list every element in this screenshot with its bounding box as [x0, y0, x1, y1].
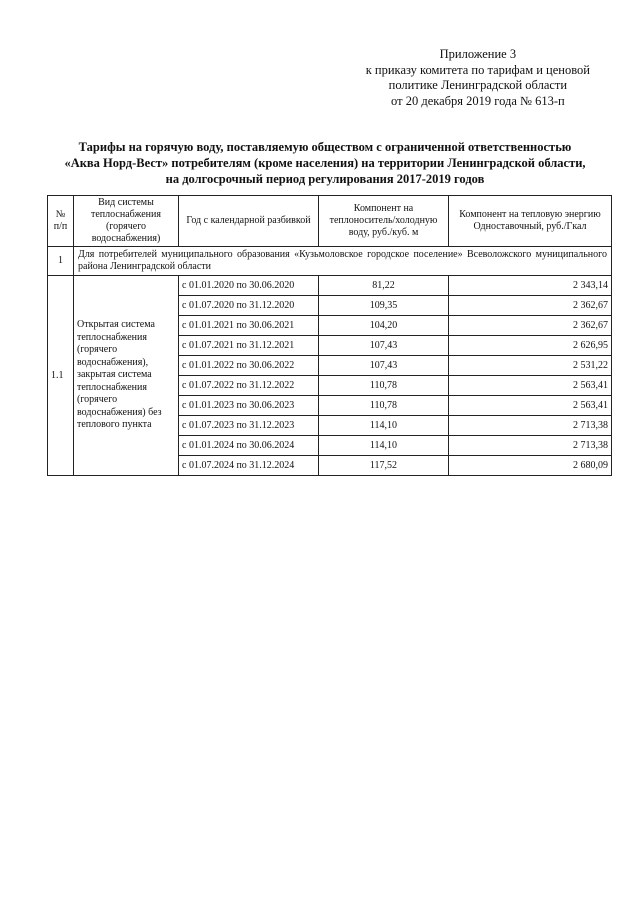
water-component-cell: 110,78: [319, 396, 449, 416]
title-line: на долгосрочный период регулирования 2017-2019 годов: [165, 172, 485, 186]
header-system: Вид системы теплоснабжения (горячего водоснабжения): [74, 196, 179, 247]
water-component-cell: 104,20: [319, 316, 449, 336]
energy-component-cell: 2 713,38: [449, 436, 612, 456]
water-component-cell: 107,43: [319, 356, 449, 376]
period-cell: с 01.01.2023 по 30.06.2023: [179, 396, 319, 416]
water-component-cell: 110,78: [319, 376, 449, 396]
water-component-cell: 109,35: [319, 296, 449, 316]
group-row: [48, 247, 612, 276]
header-energy: Компонент на тепловую энергию Одноставочный, руб./Гкал: [449, 196, 612, 247]
energy-component-cell: 2 563,41: [449, 396, 612, 416]
tariffs-table: [47, 195, 612, 476]
annex-line: к приказу комитета по тарифам и ценовой: [365, 62, 590, 77]
water-component-cell: 81,22: [319, 276, 449, 296]
period-cell: с 01.07.2023 по 31.12.2023: [179, 416, 319, 436]
table-header-row: [48, 196, 612, 247]
water-component-cell: 114,10: [319, 436, 449, 456]
annex-header: [366, 47, 590, 109]
header-num: № п/п: [48, 196, 74, 247]
water-component-cell: 114,10: [319, 416, 449, 436]
energy-component-cell: 2 680,09: [449, 456, 612, 476]
section-num: 1.1: [48, 276, 74, 476]
group-description: Для потребителей муниципального образования «Кузьмоловское городское поселение» Всеволожского муниципального района Ленинградской области: [74, 247, 612, 276]
period-cell: с 01.01.2020 по 30.06.2020: [179, 276, 319, 296]
period-cell: с 01.01.2022 по 30.06.2022: [179, 356, 319, 376]
water-component-cell: 107,43: [319, 336, 449, 356]
period-cell: с 01.07.2022 по 31.12.2022: [179, 376, 319, 396]
energy-component-cell: 2 343,14: [449, 276, 612, 296]
table-row: [48, 276, 612, 296]
document-title: [45, 139, 605, 187]
energy-component-cell: 2 531,22: [449, 356, 612, 376]
group-num: 1: [48, 247, 74, 276]
energy-component-cell: 2 713,38: [449, 416, 612, 436]
header-water: Компонент на теплоноситель/холодную воду, руб./куб. м: [319, 196, 449, 247]
annex-line: политике Ленинградской области: [388, 78, 568, 92]
title-line: «Аква Норд-Вест» потребителям (кроме населения) на территории Ленинградской области,: [64, 156, 586, 170]
system-type-cell: Открытая система теплоснабжения (горячего водоснабжения), закрытая система теплоснабжения (горячего водоснабжения) без теплового пункта: [74, 276, 179, 476]
energy-component-cell: 2 626,95: [449, 336, 612, 356]
energy-component-cell: 2 362,67: [449, 316, 612, 336]
energy-component-cell: 2 563,41: [449, 376, 612, 396]
annex-line: Приложение 3: [439, 47, 517, 61]
header-period: Год с календарной разбивкой: [179, 196, 319, 247]
energy-component-cell: 2 362,67: [449, 296, 612, 316]
period-cell: с 01.07.2024 по 31.12.2024: [179, 456, 319, 476]
title-line: Тарифы на горячую воду, поставляемую обществом с ограниченной ответственностью: [78, 140, 572, 154]
period-cell: с 01.07.2021 по 31.12.2021: [179, 336, 319, 356]
period-cell: с 01.01.2021 по 30.06.2021: [179, 316, 319, 336]
period-cell: с 01.01.2024 по 30.06.2024: [179, 436, 319, 456]
period-cell: с 01.07.2020 по 31.12.2020: [179, 296, 319, 316]
annex-line: от 20 декабря 2019 года № 613-п: [391, 93, 565, 108]
water-component-cell: 117,52: [319, 456, 449, 476]
